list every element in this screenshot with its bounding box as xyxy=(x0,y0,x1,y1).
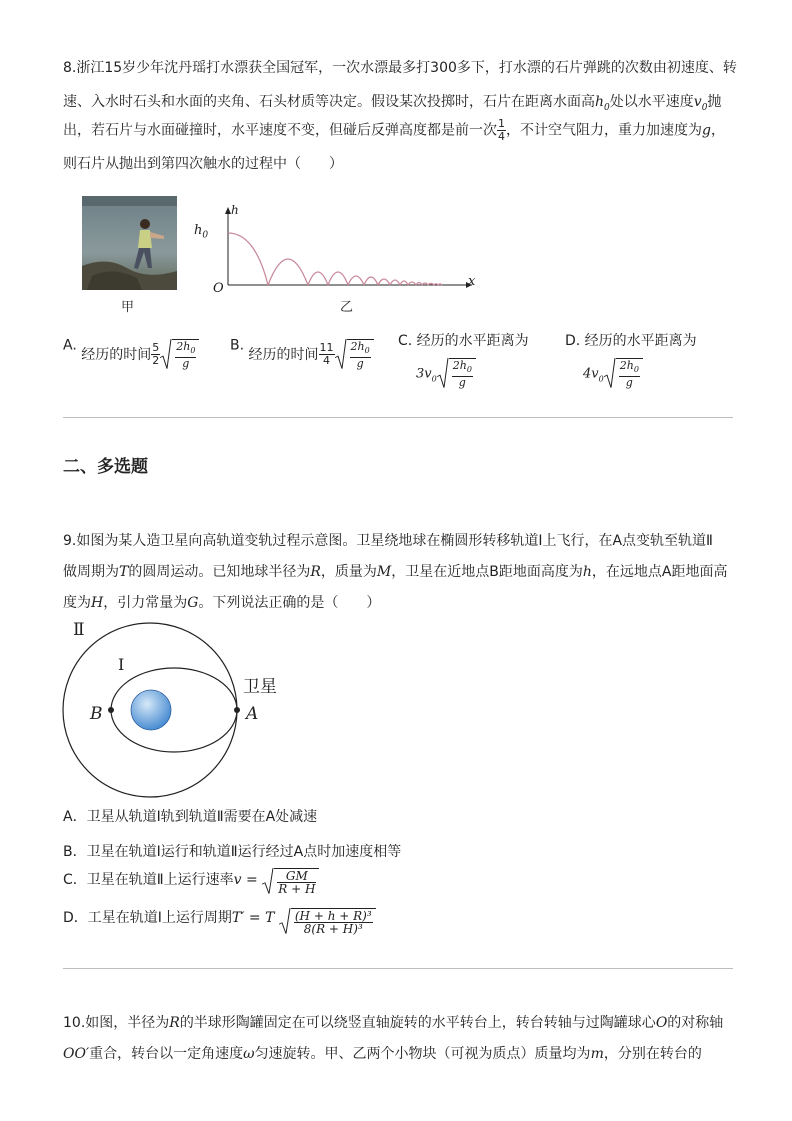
figure-label-jia: 甲 xyxy=(121,300,135,315)
q9-option-d[interactable]: D．工星在轨道Ⅰ上运行周期T′ = T $\frac{\text{(H + h + R)³}}{\text{8(R + H)³}}$ xyxy=(63,908,376,935)
sqrt-gm-over-r-plus-h: $\frac{GM}{R + H}$ xyxy=(262,868,319,895)
q8-option-d[interactable]: D. 经历的水平距离为 $4v_0$ $\frac{2h_0}{g}$ xyxy=(565,333,697,390)
satellite-label: 卫星 xyxy=(243,677,277,697)
point-a-label: A xyxy=(246,704,259,724)
sqrt-2h0-over-g: $\frac{2h_0}{g}$ xyxy=(437,358,476,389)
graph-origin-label: O xyxy=(213,281,224,296)
q8-option-b[interactable]: B. 经历的时间 $\frac{11}{4}$ $\frac{2h_0}{g}$ xyxy=(230,330,374,361)
sqrt-2h0-over-g: $\frac{2h_0}{g}$ xyxy=(335,339,374,370)
stone-skipping-photo xyxy=(82,196,177,290)
q8-option-c[interactable]: C. 经历的水平距离为 $3v_0$ $\frac{2h_0}{g}$ xyxy=(398,333,529,390)
q8-line-3: 出，若石片与水面碰撞时，水平速度不变，但碰后反弹高度都是前一次 $\frac{1}{4}$ ，不计空气阻力，重力加速度为g， xyxy=(63,117,725,143)
sqrt-2h0-over-g: $\frac{2h_0}{g}$ xyxy=(604,358,643,389)
divider xyxy=(63,417,733,418)
q9-line-1: 9.如图为某人造卫星向高轨道变轨过程示意图。卫星绕地球在椭圆形转移轨道Ⅰ上飞行，在A点变轨至轨道Ⅱ xyxy=(63,533,713,549)
q8-line-1: 8.浙江15岁少年沈丹瑶打水漂获全国冠军，一次水漂最多打300多下，打水漂的石片弹跳的次数由初速度、转 xyxy=(63,60,737,76)
quarter-fraction: $\frac{1}{4}$ xyxy=(498,117,505,143)
graph-h0-label: $h_0$ xyxy=(194,223,209,241)
q9-option-c[interactable]: C．卫星在轨道Ⅱ上运行速率v = $\frac{GM}{R + H}$ xyxy=(63,868,319,895)
q10-line-1: 10.如图，半径为R的半球形陶罐固定在可以绕竖直轴旋转的水平转台上，转台转轴与过陶罐球心O的对称轴 xyxy=(63,1015,724,1031)
q9-line-3: 度为H，引力常量为G。下列说法正确的是（ ） xyxy=(63,595,381,611)
graph-axis-h: h xyxy=(231,203,239,217)
sqrt-period-ratio: $\frac{\text{(H + h + R)³}}{\text{8(R + H)³}}$ xyxy=(279,908,376,935)
graph-axis-x: x xyxy=(468,274,476,289)
section-title: 二、多选题 xyxy=(63,457,148,477)
figure-label-yi: 乙 xyxy=(340,300,354,315)
point-b-label: B xyxy=(90,704,103,724)
q9-option-b[interactable]: B．卫星在轨道Ⅰ运行和轨道Ⅱ运行经过A点时加速度相等 xyxy=(63,844,402,860)
q8-line-2: 速、入水时石头和水面的夹角、石头材质等决定。假设某次投掷时，石片在距离水面高$h_0$处以水平速度$v_0$抛 xyxy=(63,94,722,113)
q9-line-2: 做周期为T的圆周运动。已知地球半径为R，质量为M，卫星在近地点B距地面高度为h，在远地点A距地面高 xyxy=(63,564,728,580)
orbit-2-label: Ⅱ xyxy=(73,620,85,640)
orbit-1-label: Ⅰ xyxy=(118,655,125,674)
bounce-height-graph xyxy=(210,203,485,308)
divider xyxy=(63,968,733,969)
q8-line-4: 则石片从抛出到第四次触水的过程中（ ） xyxy=(63,156,343,172)
q10-line-2: OO′重合，转台以一定角速度ω匀速旋转。甲、乙两个小物块（可视为质点）质量均为m，分别在转台的 xyxy=(63,1046,702,1062)
sqrt-2h0-over-g: $\frac{2h_0}{g}$ xyxy=(160,339,199,370)
q9-option-a[interactable]: A．卫星从轨道Ⅰ轨到轨道Ⅱ需要在A处减速 xyxy=(63,809,318,825)
q8-option-a[interactable]: A. 经历的时间 $\frac{5}{2}$ $\frac{2h_0}{g}$ xyxy=(63,330,199,361)
